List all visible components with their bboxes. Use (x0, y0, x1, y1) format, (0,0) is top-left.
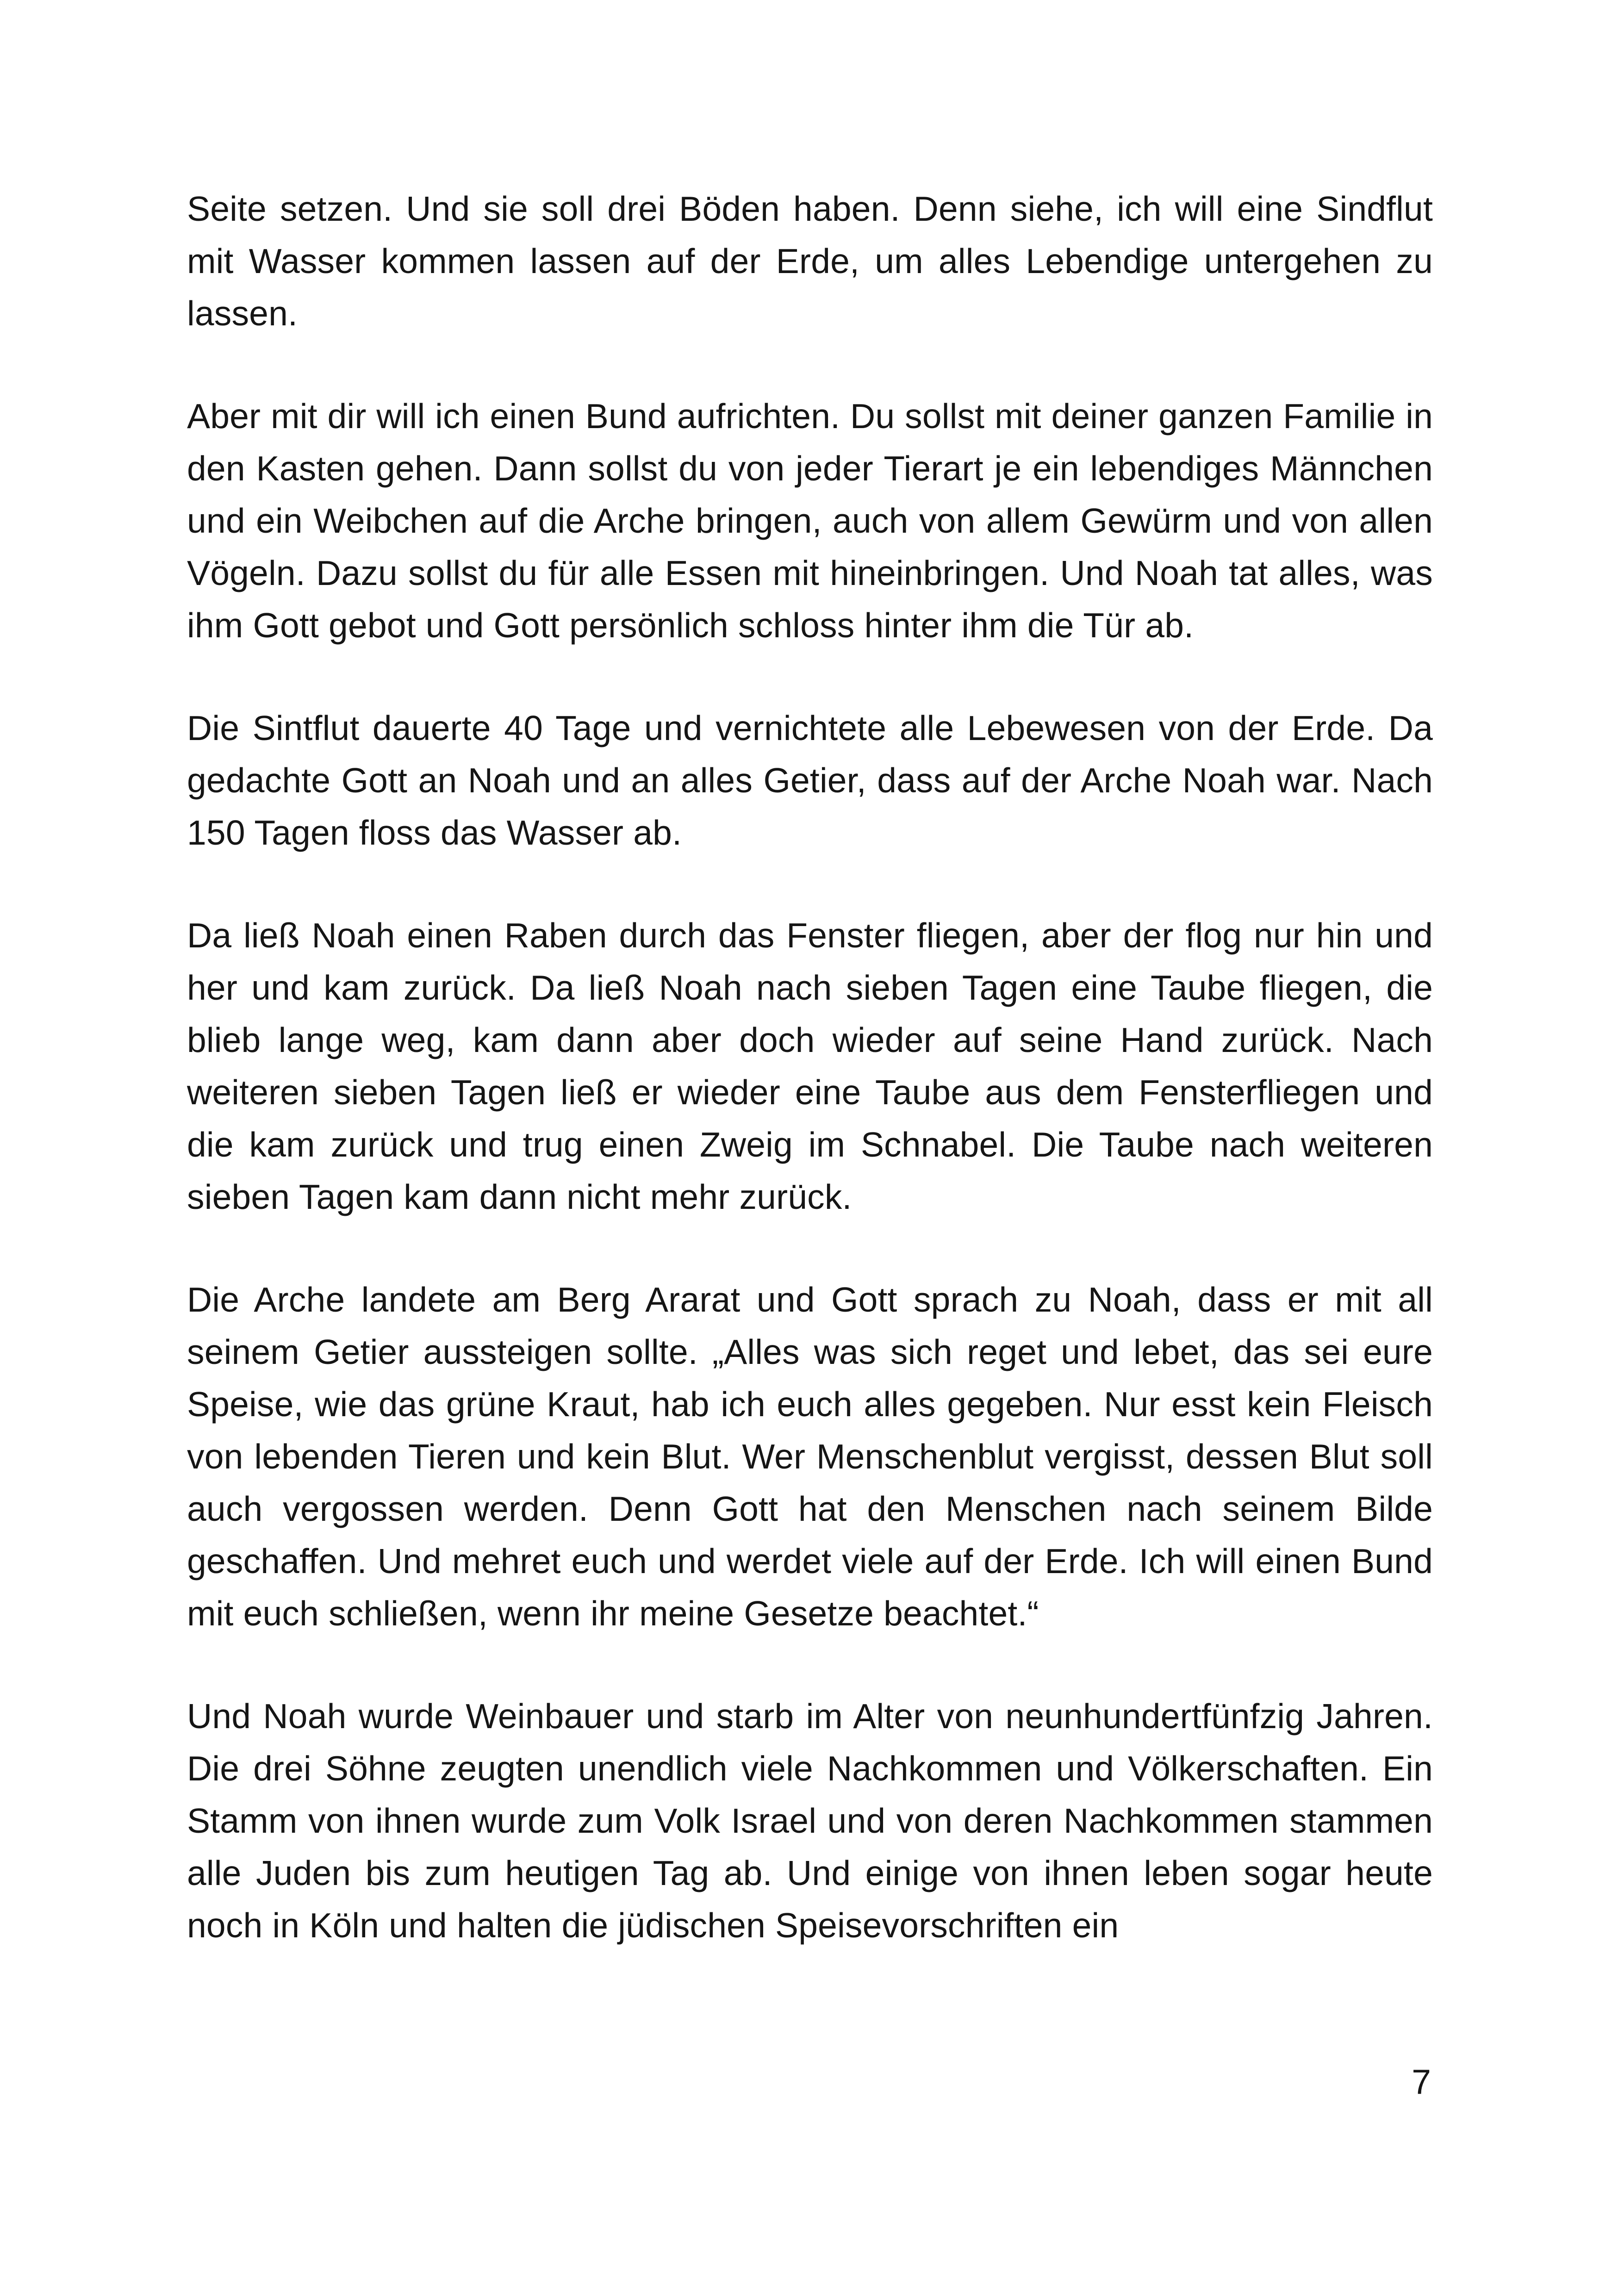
paragraph-3: Die Sintflut dauerte 40 Tage und vernichtete alle Lebewesen von der Erde. Da gedachte Gott an Noah und an alles Getier, dass auf der Arche Noah war. Nach 150 Tagen floss das Wasser ab. (187, 709, 1433, 852)
paragraph-5: Die Arche landete am Berg Ararat und Gott sprach zu Noah, dass er mit all seinem Getier aussteigen sollte. „Alles was sich reget und lebet, das sei eure Speise, wie das grüne Kraut, hab ich euch alles gegeben. Nur esst kein Fleisch von lebenden Tieren und kein Blut. Wer Menschenblut vergisst, dessen Blut soll auch vergossen werden. Denn Gott hat den Menschen nach seinem Bilde geschaffen. Und mehret euch und werdet viele auf der Erde. Ich will einen Bund mit euch schließen, wenn ihr meine Gesetze beachtet.“ (187, 1280, 1433, 1633)
paragraph-6: Und Noah wurde Weinbauer und starb im Alter von neunhundertfünfzig Jahren. Die drei Söhne zeugten unendlich viele Nachkommen und Völkerschaften. Ein Stamm von ihnen wurde zum Volk Israel und von deren Nachkommen stammen alle Juden bis zum heutigen Tag ab. Und einige von ihnen leben sogar heute noch in Köln und halten die jüdischen Speisevorschriften ein (187, 1697, 1433, 1945)
paragraph-2: Aber mit dir will ich einen Bund aufrichten. Du sollst mit deiner ganzen Familie in den Kasten gehen. Dann sollst du von jeder Tierart je ein lebendiges Männchen und ein Weibchen auf die Arche bringen, auch von allem Gewürm und von allen Vögeln. Dazu sollst du für alle Essen mit hineinbringen. Und Noah tat alles, was ihm Gott gebot und Gott persönlich schloss hinter ihm die Tür ab. (187, 397, 1433, 645)
paragraph-4: Da ließ Noah einen Raben durch das Fenster fliegen, aber der flog nur hin und her und kam zurück. Da ließ Noah nach sieben Tagen eine Taube fliegen, die blieb lange weg, kam dann aber doch wieder auf seine Hand zurück. Nach weiteren sieben Tagen ließ er wieder eine Taube aus dem Fensterfliegen und die kam zurück und trug einen Zweig im Schnabel. Die Taube nach weiteren sieben Tagen kam dann nicht mehr zurück. (187, 916, 1433, 1216)
body-text (187, 183, 1433, 1952)
page-number: 7 (1412, 2062, 1431, 2101)
paragraph-1: Seite setzen. Und sie soll drei Böden haben. Denn siehe, ich will eine Sindflut mit Wasser kommen lassen auf der Erde, um alles Lebendige untergehen zu lassen. (187, 189, 1433, 333)
